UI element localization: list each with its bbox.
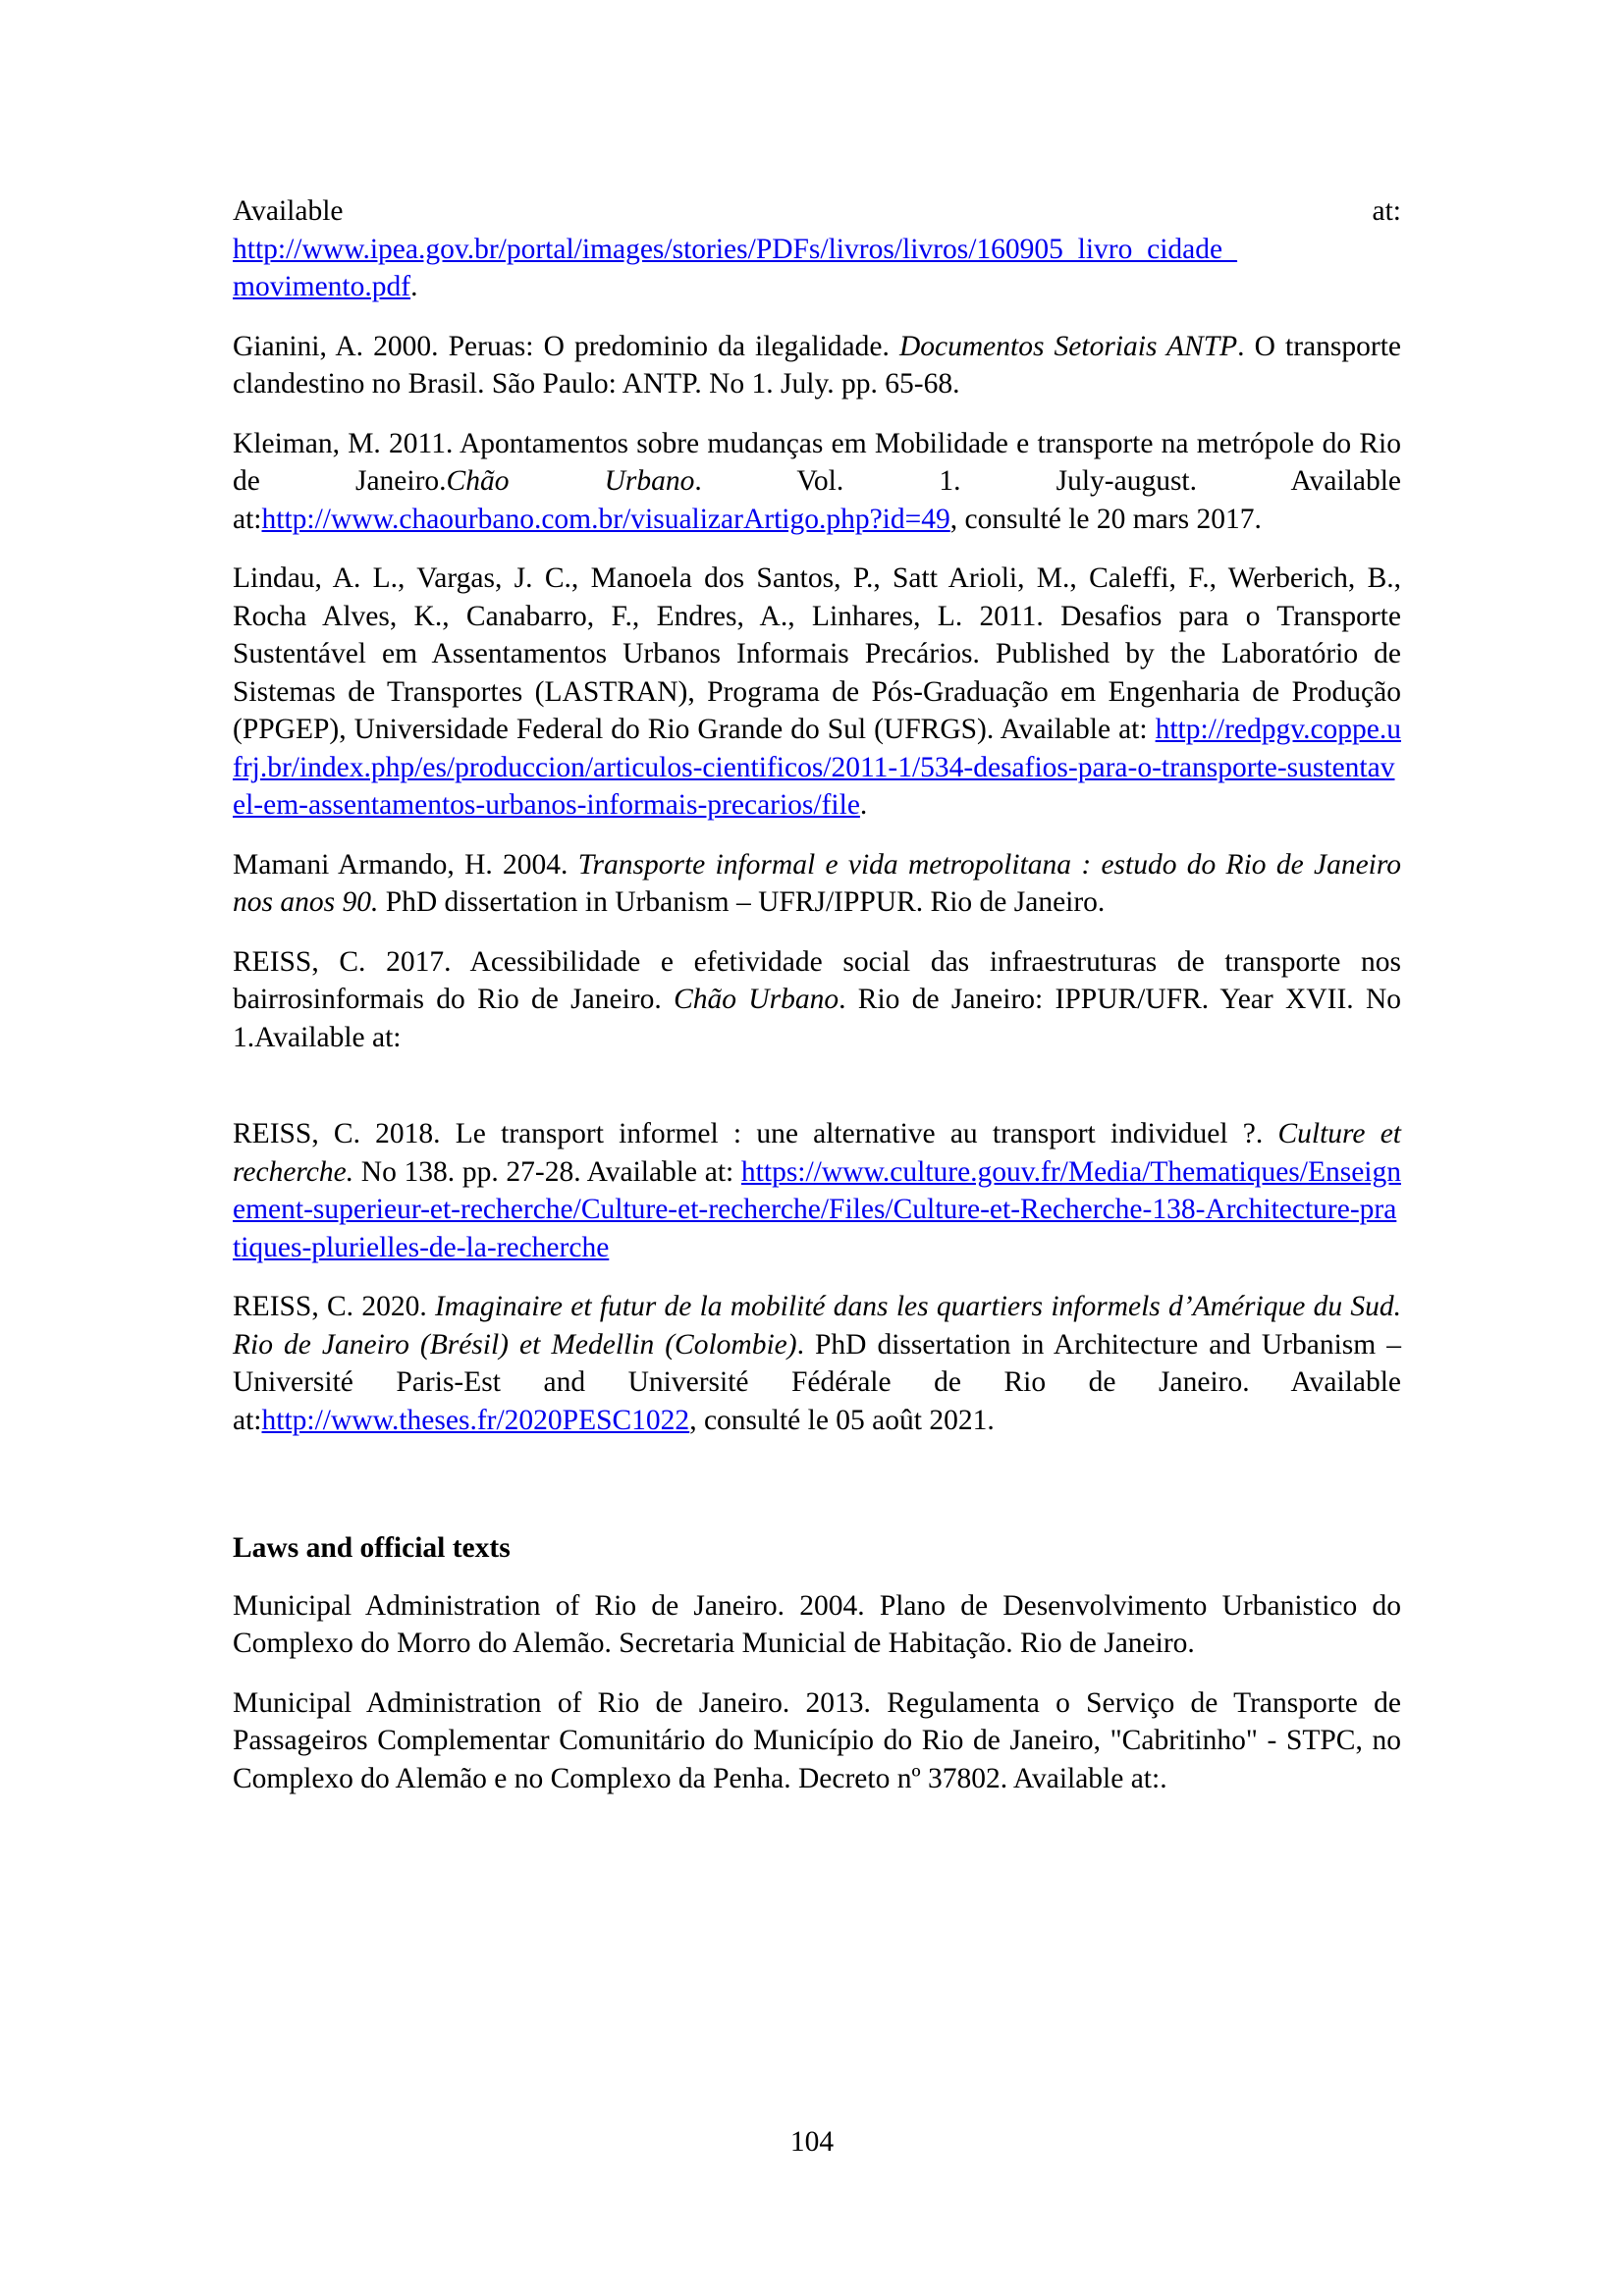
reference-kleiman: Kleiman, M. 2011. Apontamentos sobre mudanças em Mobilidade e transporte na metrópole do Rio de Janeiro.Chão Urbano. Vol. 1. July-august. Available at:http://www.chaourbano.com.br/visualizarArtigo.php?id=49, consulté le 20 mars 2017. [233, 427, 1401, 535]
reference-reiss-2020: REISS, C. 2020. Imaginaire et futur de la mobilité dans les quartiers informels d’Amérique du Sud. Rio de Janeiro (Brésil) et Medellin (Colombie). PhD dissertation in Architecture and Urbanism – Université Paris-Est and Université Fédérale de Rio de Janeiro. Available at:http://www.theses.fr/2020PESC1022, consulté le 05 août 2021. [233, 1291, 1401, 1436]
available-word: Available [233, 195, 344, 227]
laws-section-heading: Laws and official texts [233, 1532, 511, 1564]
theses-url-link[interactable]: http://www.theses.fr/2020PESC1022 [261, 1404, 690, 1436]
document-page [233, 192, 1401, 1819]
page-number: 104 [789, 2126, 835, 2158]
reference-gianini: Gianini, A. 2000. Peruas: O predominio da ilegalidade. Documentos Setoriais ANTP. O transporte clandestino no Brasil. São Paulo: ANTP. No 1. July. pp. 65-68. [233, 330, 1401, 400]
redpgv-url-link[interactable]: http://redpgv.coppe.ufrj.br/index.php/es/produccion/articulos-cientificos/2011-1/534-desafios-para-o-transporte-sustentavel-em-assentamentos-urbanos-informais-precarios/file [233, 714, 1402, 821]
reference-reiss-2018: REISS, C. 2018. Le transport informel : une alternative au transport individuel ?. Culture et recherche. No 138. pp. 27-28. Available at: https://www.culture.gouv.fr/Media/Thematiques/Enseignement-superieur-et-recherche/Culture-et-recherche/Files/Culture-et-Recherche-138-Architecture-pratiques-plurielles-de-la-recherche [233, 1118, 1401, 1263]
reference-lindau: Lindau, A. L., Vargas, J. C., Manoela dos Santos, P., Satt Arioli, M., Caleffi, F., Werberich, B., Rocha Alves, K., Canabarro, F., Endres, A., Linhares, L. 2011. Desafios para o Transporte Sustentável em Assentamentos Urbanos Informais Precários. Published by the Laboratório de Sistemas de Transportes (LASTRAN), Programa de Pós-Graduação em Engenharia de Produção (PPGEP), Universidade Federal do Rio Grande do Sul (UFRGS). Available at: http://redpgv.coppe.ufrj.br/index.php/es/produccion/articulos-cientificos/2011-1/534-desafios-para-o-transporte-sustentavel-em-assentamentos-urbanos-informais-precarios/file. [233, 562, 1402, 821]
law-item-2013: Municipal Administration of Rio de Janeiro. 2013. Regulamenta o Serviço de Transporte de Passageiros Complementar Comunitário do Município do Rio de Janeiro, "Cabritinho" - STPC, no Complexo do Alemão e no Complexo da Penha. Decreto nº 37802. Available at:. [233, 1686, 1401, 1794]
reference-mamani: Mamani Armando, H. 2004. Transporte informal e vida metropolitana : estudo do Rio de Janeiro nos anos 90. PhD dissertation in Urbanism – UFRJ/IPPUR. Rio de Janeiro. [233, 848, 1401, 918]
culture-gouv-url-link[interactable]: https://www.culture.gouv.fr/Media/Thematiques/Enseignement-superieur-et-recherche/Culture-et-recherche/Files/Culture-et-Recherche-138-Architecture-pratiques-plurielles-de-la-recherche [233, 1155, 1401, 1263]
law-item-2004: Municipal Administration of Rio de Janeiro. 2004. Plano de Desenvolvimento Urbanistico do Complexo do Morro do Alemão. Secretaria Municial de Habitação. Rio de Janeiro. [233, 1589, 1401, 1659]
reference-continuation: Available at: http://www.ipea.gov.br/portal/images/stories/PDFs/livros/livros/160905_livro_cidade_ movimento.pdf. [233, 192, 1401, 306]
chaourbano-url-link[interactable]: http://www.chaourbano.com.br/visualizarArtigo.php?id=49 [261, 503, 950, 535]
at-word: at: [1372, 195, 1401, 227]
reference-reiss-2017: REISS, C. 2017. Acessibilidade e efetividade social das infraestruturas de transporte nos bairrosinformais do Rio de Janeiro. Chão Urbano. Rio de Janeiro: IPPUR/UFR. Year XVII. No 1.Available at: [233, 945, 1402, 1053]
ipea-url-link[interactable]: http://www.ipea.gov.br/portal/images/stories/PDFs/livros/livros/160905_livro_cidade_ movimento.pdf [233, 233, 1237, 302]
